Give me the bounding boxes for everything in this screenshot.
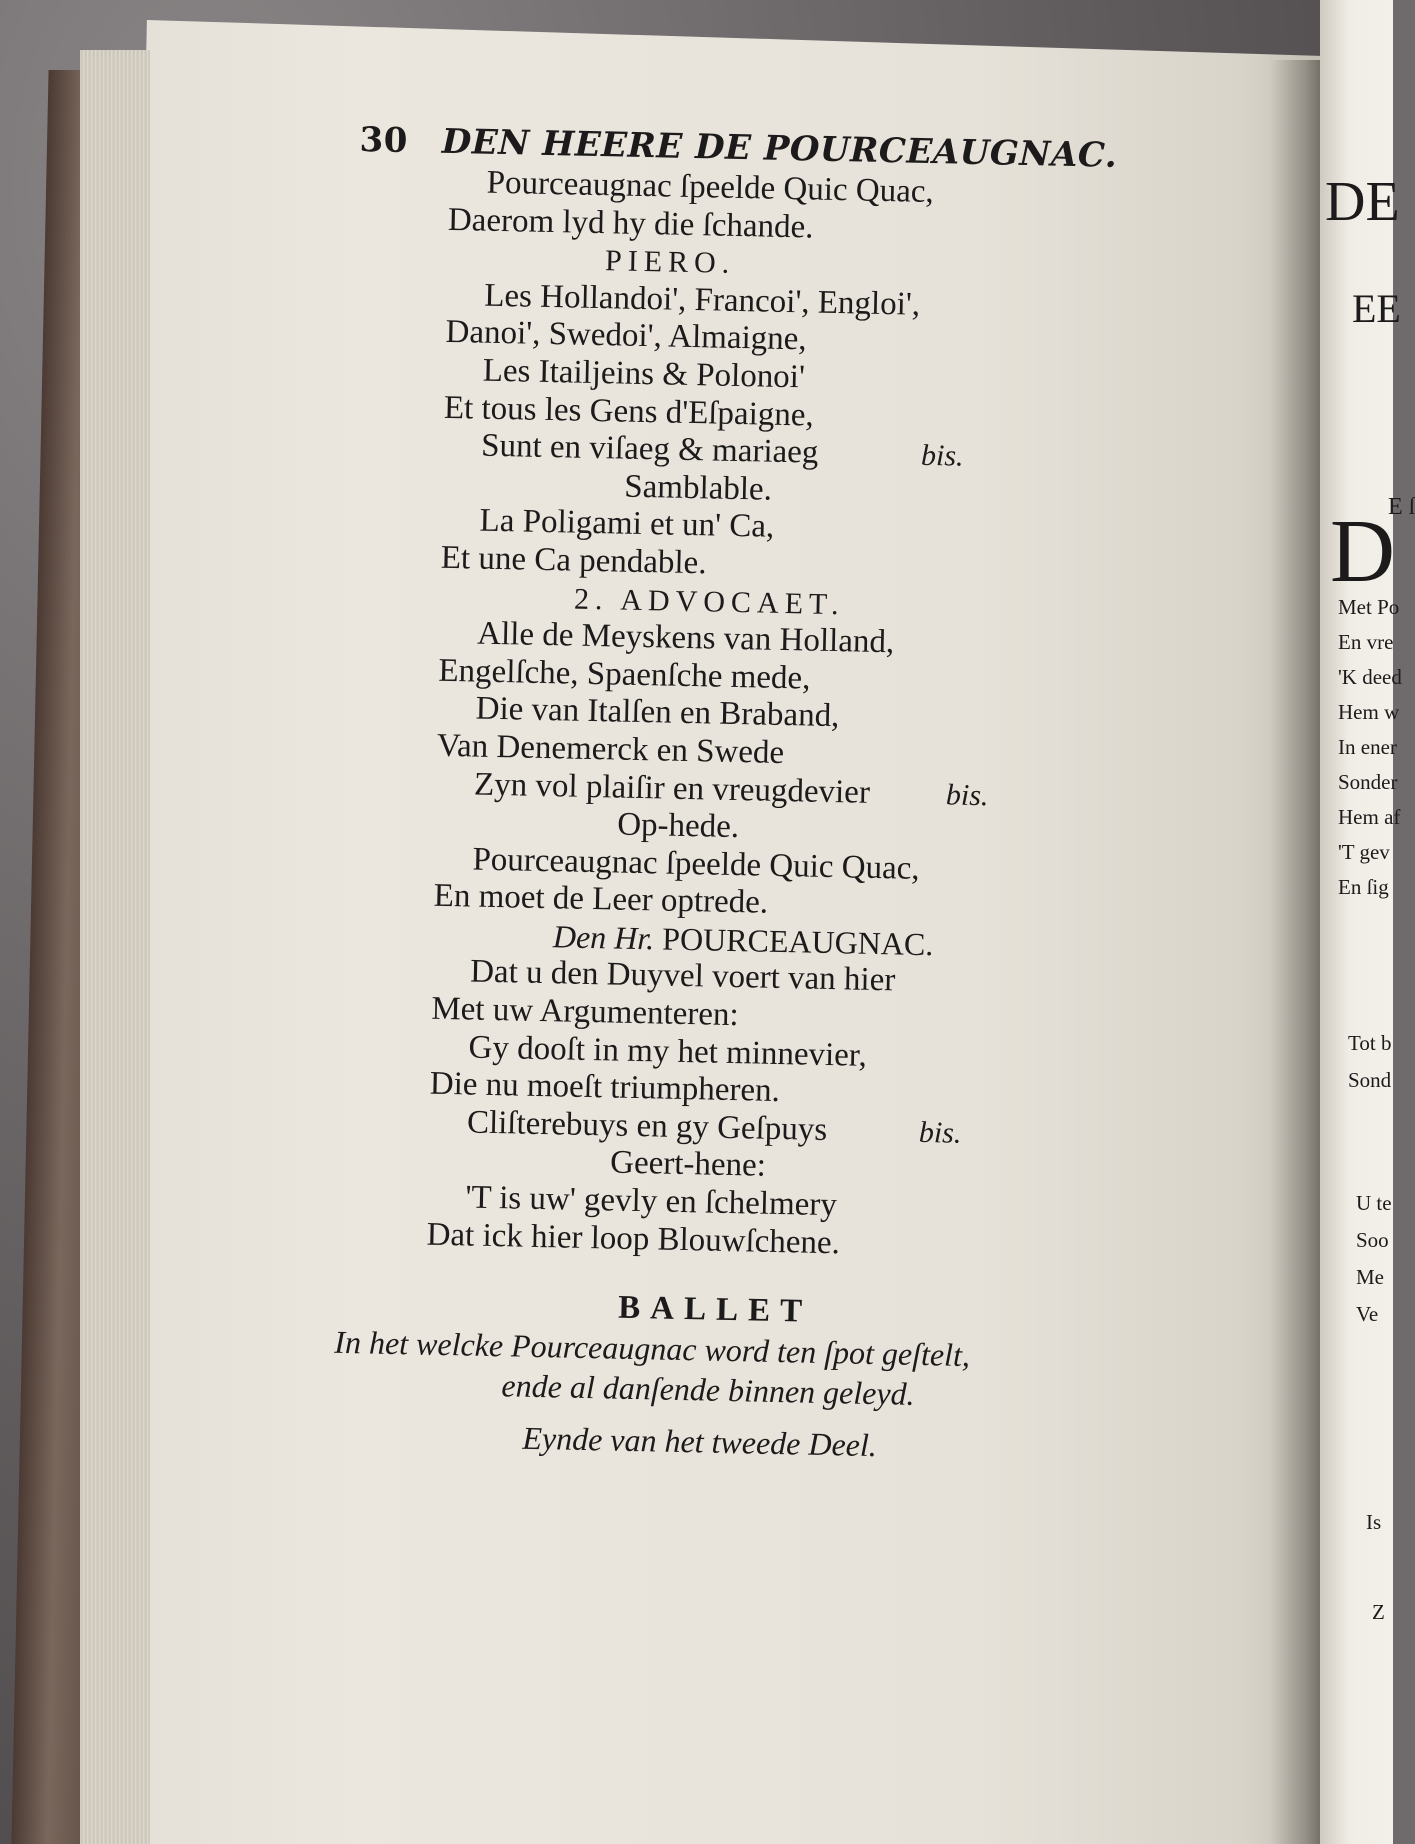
- right-page-initial: D: [1330, 502, 1395, 601]
- verse-line: Dat u den Duyvel voert van hier: [469, 953, 896, 999]
- page-number: 30: [359, 120, 409, 162]
- right-page: [1320, 0, 1415, 1844]
- verse-line: Les Hollandoi', Francoi', Engloi',: [483, 277, 921, 323]
- verse-text: Cliſterebuys en gy Geſpuys: [466, 1104, 828, 1148]
- bis-marker: bis.: [920, 438, 964, 473]
- page-edges: [80, 50, 150, 1844]
- running-head-title: DEN HEERE DE POURCEAUGNAC.: [441, 121, 1118, 176]
- verse-line: 'T is uw' gevly en ſchelmery: [465, 1179, 838, 1224]
- right-page-line: Z: [1372, 1600, 1385, 1624]
- right-page-line: Ve: [1356, 1302, 1379, 1326]
- right-page-line: 'T gev: [1338, 840, 1390, 864]
- right-page-line: Is: [1366, 1510, 1382, 1534]
- bis-marker: bis.: [945, 777, 989, 812]
- part-ending: Eynde van het tweede Deel.: [522, 1419, 878, 1464]
- verse-line: Dat ick hier loop Blouwſchene.: [426, 1216, 841, 1261]
- right-page-line: En ſig: [1338, 875, 1389, 899]
- right-page-line: In ener: [1338, 735, 1397, 759]
- verse-text: Zyn vol plaiſir en vreugdevier: [473, 766, 871, 811]
- verse-line: En moet de Leer optrede.: [433, 878, 769, 921]
- verse-line: Samblable.: [624, 468, 773, 508]
- verse-line: Et tous les Gens d'Eſpaigne,: [443, 389, 815, 434]
- right-page-line: U te: [1356, 1191, 1392, 1215]
- right-page-heading: DE: [1325, 171, 1400, 233]
- bis-marker: bis.: [918, 1115, 962, 1150]
- right-page-lines-1: [1338, 590, 1402, 905]
- right-page-lines-2: [1348, 1025, 1391, 1099]
- right-page-line: Soo: [1356, 1228, 1389, 1252]
- verse-line: Et une Ca pendable.: [440, 539, 707, 582]
- page-text: [332, 120, 1240, 1472]
- verse-line: Op-hede.: [616, 806, 740, 846]
- speaker-name: POURCEAUGNAC.: [661, 920, 934, 963]
- right-page-line: Me: [1356, 1265, 1384, 1289]
- verse-line: Die nu moeſt triumpheren.: [429, 1065, 781, 1110]
- speaker-heading: 2. ADVOCAET.: [573, 582, 845, 621]
- verse-line: Daerom lyd hy die ſchande.: [447, 201, 814, 246]
- verse-line: Die van Italſen en Braband,: [475, 690, 840, 735]
- right-page-line: En vre: [1338, 630, 1394, 654]
- right-page-line: Met Po: [1338, 595, 1400, 619]
- book-gutter: [1270, 60, 1320, 1844]
- right-page-line: Hem af: [1338, 805, 1401, 829]
- verse-line: Pourceaugnac ſpeelde Quic Quac,: [486, 164, 935, 211]
- right-page-line: Sond: [1348, 1068, 1392, 1092]
- verse-line: Gy dooſt in my het minnevier,: [468, 1029, 868, 1074]
- verse-line: Van Denemerck en Swede: [436, 727, 785, 771]
- right-page-line: Sonder: [1338, 770, 1398, 794]
- right-page-line: 'K deed: [1338, 665, 1402, 689]
- ballet-note: In het welcke Pourceaugnac word ten ſpot geſtelt,: [334, 1323, 971, 1374]
- ballet-heading: BALLET: [617, 1289, 813, 1330]
- speaker-prefix: Den Hr.: [552, 918, 655, 957]
- verse-line: Geert-hene:: [609, 1144, 767, 1185]
- right-page-fragment: E ſ: [1388, 494, 1415, 520]
- right-page-line: Hem w: [1338, 700, 1400, 724]
- verse-line: Pourceaugnac ſpeelde Quic Quac,: [472, 841, 920, 887]
- ballet-note: ende al danſende binnen geleyd.: [501, 1367, 916, 1413]
- verse-line: Danoi', Swedoi', Almaigne,: [445, 314, 807, 358]
- verse-line: Les Itailjeins & Polonoi': [482, 352, 806, 396]
- right-page-subheading: EE: [1352, 286, 1401, 331]
- verse-line: La Poligami et un' Ca,: [479, 502, 775, 546]
- verse-line: Alle de Meyskens van Holland,: [476, 615, 895, 661]
- right-page-line: Tot b: [1348, 1031, 1392, 1055]
- verse-line: Met uw Argumenteren:: [431, 990, 740, 1034]
- speaker-heading: PIERO.: [604, 244, 736, 281]
- verse-text: Sunt en viſaeg & mariaeg: [480, 427, 819, 471]
- right-page-lines-3: [1356, 1185, 1392, 1333]
- verse-line: Engelſche, Spaenſche mede,: [438, 652, 811, 697]
